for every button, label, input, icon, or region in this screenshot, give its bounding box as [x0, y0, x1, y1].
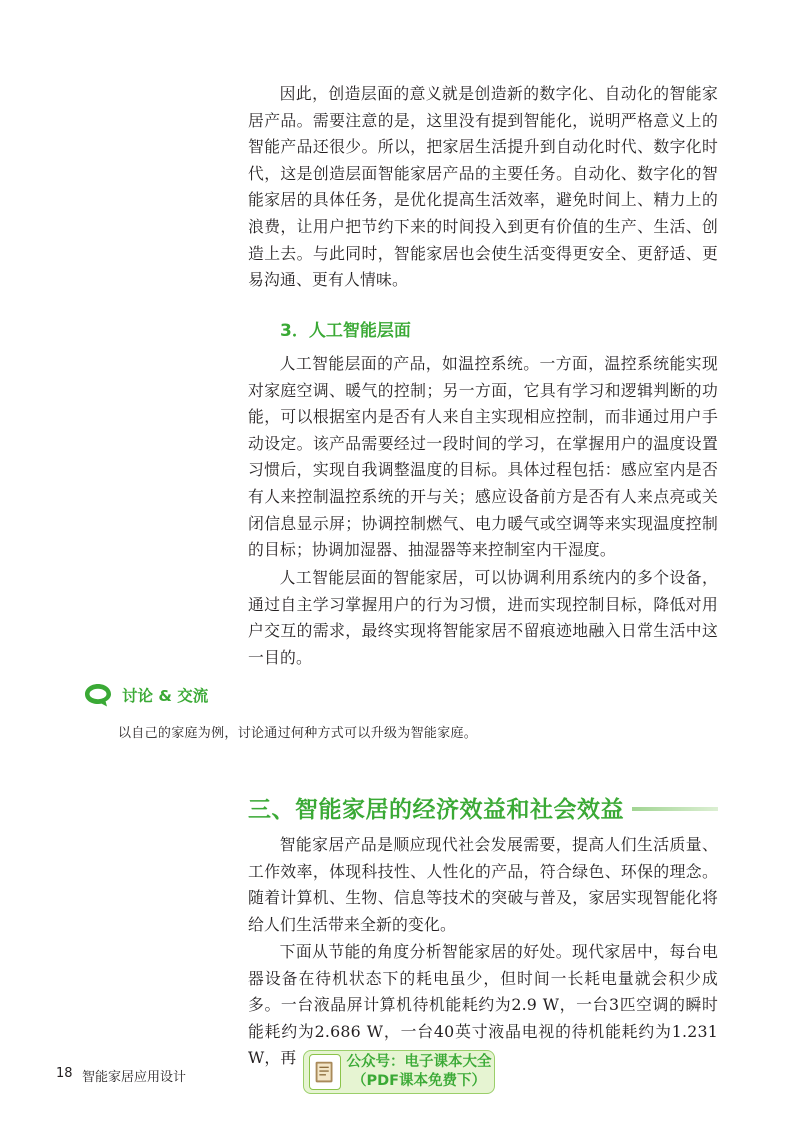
- footer-book-title: 智能家居应用设计: [82, 1070, 187, 1085]
- body-paragraph-benefits: 智能家居产品是顺应现代社会发展需要，提高人们生活质量、工作效率，体现科技性、人性化的产品，符合绿色、环保的理念。随着计算机、生物、信息等技术的突破与普及，家居实现智能化将给人们生活带来全新的变化。: [248, 835, 718, 934]
- section-heading: [248, 788, 718, 828]
- page-number: 18: [56, 1066, 73, 1081]
- watermark-banner: [303, 1050, 495, 1094]
- watermark-line-1: 公众号：电子课本大全: [346, 1054, 492, 1070]
- body-paragraph-creation-layer: 因此，创造层面的意义就是创造新的数字化、自动化的智能家居产品。需要注意的是，这里没有提到智能化，说明严格意义上的智能产品还很少。所以，把家居生活提升到自动化时代、数字化时代，这是创造层面智能家居产品的主要任务。自动化、数字化的智能家居的具体任务，是优化提高生活效率，避免时间上、精力上的浪费，让用户把节约下来的时间投入到更有价值的生产、生活、创造上去。与此同时，智能家居也会使生活变得更安全、更舒适、更易沟通、更有人情味。: [248, 84, 718, 290]
- discussion-title: 讨论 & 交流: [122, 687, 209, 705]
- body-paragraph-ai-home: 人工智能层面的智能家居，可以协调利用系统内的多个设备，通过自主学习掌握用户的行为习惯，进而实现控制目标，降低对用户交互的需求，最终实现将智能家居不留痕迹地融入日常生活中这一目的。: [248, 568, 718, 667]
- subheading-ai-layer: 3．人工智能层面: [280, 321, 411, 341]
- discussion-header: [84, 682, 208, 708]
- discussion-prompt: 以自己的家庭为例，讨论通过何种方式可以升级为智能家庭。: [118, 726, 478, 741]
- watermark-line-2: （PDF课本免费下）: [351, 1073, 487, 1089]
- book-icon: [309, 1054, 341, 1090]
- speech-bubble-icon: [84, 683, 112, 707]
- body-paragraph-thermostat: 人工智能层面的产品，如温控系统。一方面，温控系统能实现对家庭空调、暖气的控制；另一方面，它具有学习和逻辑判断的功能，可以根据室内是否有人来自主实现相应控制，而非通过用户手动设定。该产品需要经过一段时间的学习，在掌握用户的温度设置习惯后，实现自我调整温度的目标。具体过程包括：感应室内是否有人来控制温控系统的开与关；感应设备前方是否有人来点亮或关闭信息显示屏；协调控制燃气、电力暖气或空调等来实现温度控制的目标；协调加湿器、抽湿器等来控制室内干湿度。: [248, 354, 718, 560]
- body-paragraph-energy: 下面从节能的角度分析智能家居的好处。现代家居中，每台电器设备在待机状态下的耗电虽少，但时间一长耗电量就会积少成多。一台液晶屏计算机待机能耗约为2.9 W，一台3匹空调的瞬时能耗约为2.686 W，一台40英寸液晶电视的待机能耗约为1.231 W，再: [248, 942, 718, 1068]
- section-heading-text: 三、智能家居的经济效益和社会效益: [248, 791, 632, 824]
